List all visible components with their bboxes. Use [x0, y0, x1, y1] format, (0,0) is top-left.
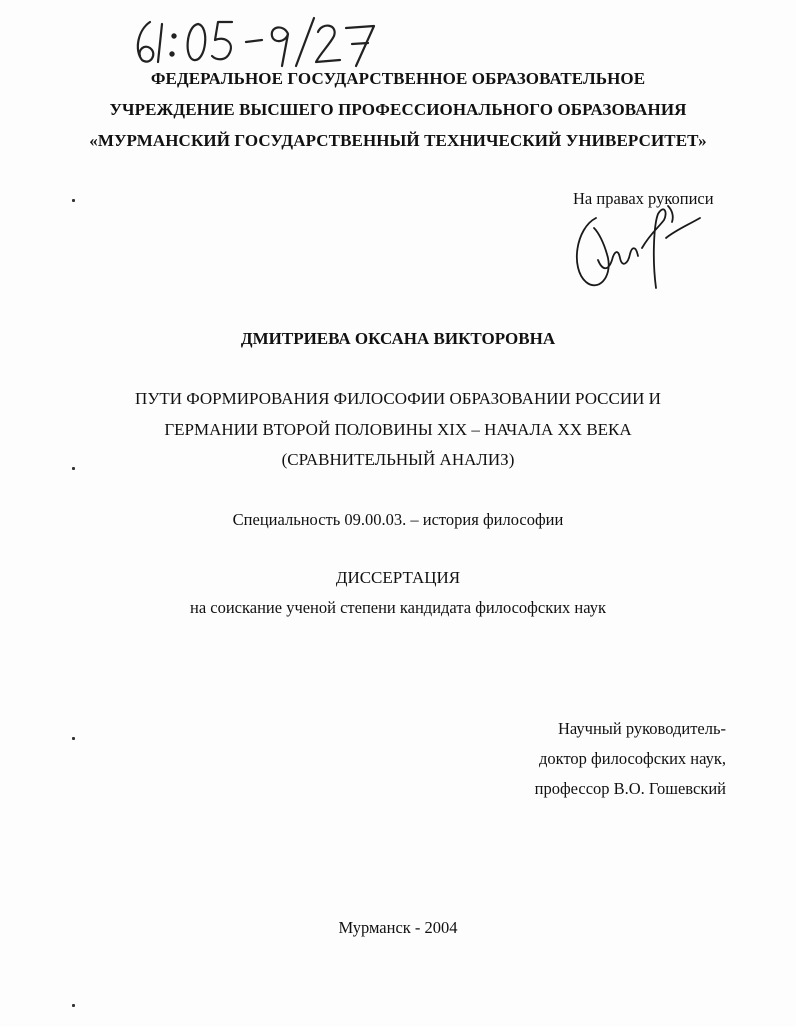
- scan-speck: [72, 467, 75, 470]
- institution-line-2: УЧРЕЖДЕНИЕ ВЫСШЕГО ПРОФЕССИОНАЛЬНОГО ОБРАЗОВАНИЯ: [109, 100, 687, 119]
- rights-note: На правах рукописи: [573, 189, 714, 208]
- supervisor-line-1: Научный руководитель-: [558, 719, 726, 738]
- title-line-2: ГЕРМАНИИ ВТОРОЙ ПОЛОВИНЫ XIX – НАЧАЛА XX ВЕКА: [164, 420, 632, 439]
- institution-line-3: «МУРМАНСКИЙ ГОСУДАРСТВЕННЫЙ ТЕХНИЧЕСКИЙ УНИВЕРСИТЕТ»: [89, 131, 707, 150]
- scan-speck: [72, 1004, 75, 1007]
- document-type: ДИССЕРТАЦИЯ: [335, 568, 461, 587]
- scan-speck: [72, 737, 75, 740]
- degree-statement: на соискание ученой степени кандидата философских наук: [189, 598, 606, 617]
- scan-speck: [72, 199, 75, 202]
- specialty: Специальность 09.00.03. – история философии: [232, 510, 564, 529]
- supervisor-line-3: профессор В.О. Гошевский: [534, 779, 726, 798]
- title-line-3: (СРАВНИТЕЛЬНЫЙ АНАЛИЗ): [281, 450, 515, 469]
- handwritten-archive-code: [128, 10, 428, 70]
- title-line-1: ПУТИ ФОРМИРОВАНИЯ ФИЛОСОФИИ ОБРАЗОВАНИИ РОССИИ И: [135, 389, 661, 408]
- author-name: ДМИТРИЕВА ОКСАНА ВИКТОРОВНА: [240, 329, 556, 348]
- institution-line-1: ФЕДЕРАЛЬНОЕ ГОСУДАРСТВЕННОЕ ОБРАЗОВАТЕЛЬНОЕ: [150, 69, 646, 88]
- supervisor-line-2: доктор философских наук,: [539, 749, 726, 768]
- place-year: Мурманск - 2004: [338, 918, 458, 937]
- signature: [568, 198, 708, 293]
